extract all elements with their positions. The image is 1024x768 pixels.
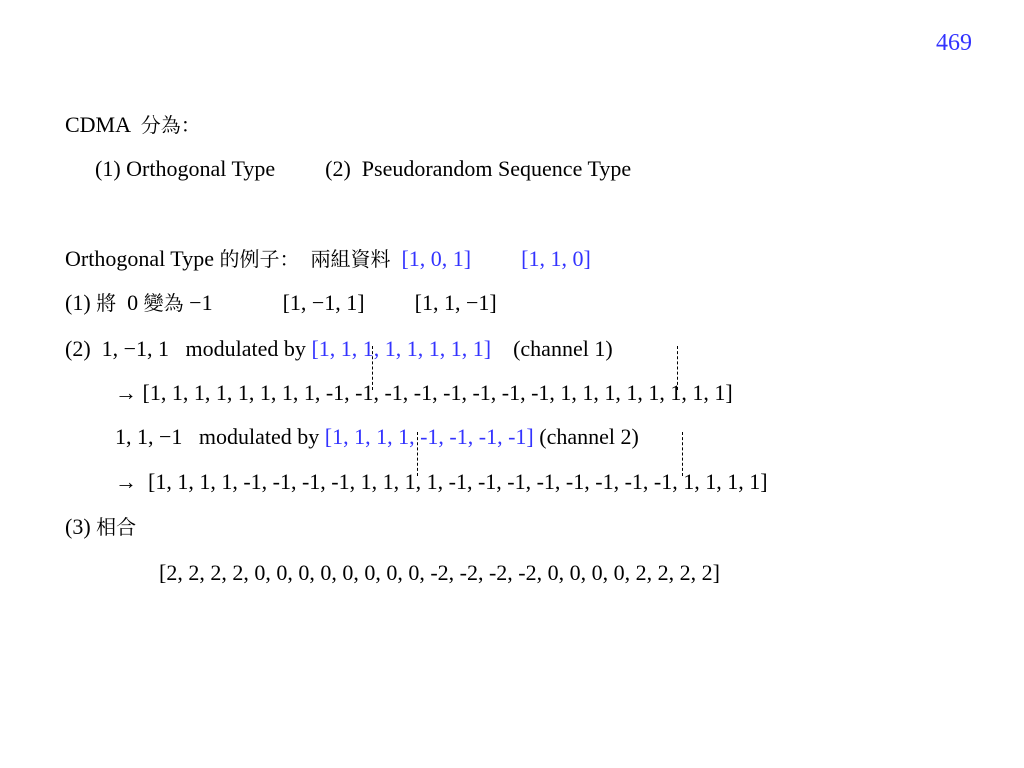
step1-text-b: 0 xyxy=(127,290,139,315)
type-pseudorandom: (2) Pseudorandom Sequence Type xyxy=(325,156,632,181)
result-channel-1: [1, 1, 1, 1, 1, 1, 1, 1, -1, -1, -1, -1, -1, -1, -1, -1, 1, 1, 1, 1, 1, 1, 1, 1] xyxy=(142,380,733,405)
channel-2-label: (channel 2) xyxy=(539,424,639,449)
code-channel-1: [1, 1, 1, 1, 1, 1, 1, 1] xyxy=(311,336,492,361)
combined-result: [2, 2, 2, 2, 0, 0, 0, 0, 0, 0, 0, 0, -2, -2, -2, -2, 0, 0, 0, 0, 2, 2, 2, 2] xyxy=(159,560,720,585)
step3-number: (3) xyxy=(65,514,91,539)
example-prefix: Orthogonal Type xyxy=(65,246,214,271)
step1-text-a: 將 xyxy=(96,291,117,315)
step1-text-c: 變為 xyxy=(143,291,184,315)
data-vector-1: [1, 0, 1] xyxy=(401,246,472,271)
data-label: 兩組資料 xyxy=(310,247,391,271)
type-orthogonal: (1) Orthogonal Type xyxy=(95,156,276,181)
heading-label: 分為： xyxy=(140,113,201,137)
segment-divider xyxy=(677,346,678,390)
result-line-2 xyxy=(104,443,768,495)
types-line xyxy=(84,130,631,182)
code-channel-2: [1, 1, 1, 1, -1, -1, -1, -1] xyxy=(324,424,534,449)
step1-vector-1: [1, −1, 1] xyxy=(282,290,365,315)
combined-result-line xyxy=(148,534,720,586)
arrow-icon: → xyxy=(115,380,137,405)
result-channel-2: [1, 1, 1, 1, -1, -1, -1, -1, 1, 1, 1, 1, -1, -1, -1, -1, -1, -1, -1, -1, 1, 1, 1, 1] xyxy=(148,469,768,494)
step1-vector-2: [1, 1, −1] xyxy=(414,290,497,315)
step3-line xyxy=(54,488,136,540)
step2-prefix-2: 1, 1, −1 modulated by xyxy=(115,424,320,449)
step3-label: 相合 xyxy=(96,515,137,539)
segment-divider xyxy=(372,346,373,390)
step1-number: (1) xyxy=(65,290,91,315)
segment-divider xyxy=(417,432,418,476)
step2-prefix: (2) 1, −1, 1 modulated by xyxy=(65,336,306,361)
step1-line xyxy=(54,264,497,316)
data-vector-2: [1, 1, 0] xyxy=(521,246,591,271)
segment-divider xyxy=(682,432,683,476)
heading-title: CDMA xyxy=(65,112,130,137)
step1-text-d: −1 xyxy=(189,290,213,315)
channel-1-label: (channel 1) xyxy=(513,336,613,361)
example-label: 的例子： xyxy=(219,247,300,271)
arrow-icon: → xyxy=(115,469,137,494)
page-number: 469 xyxy=(936,30,972,56)
